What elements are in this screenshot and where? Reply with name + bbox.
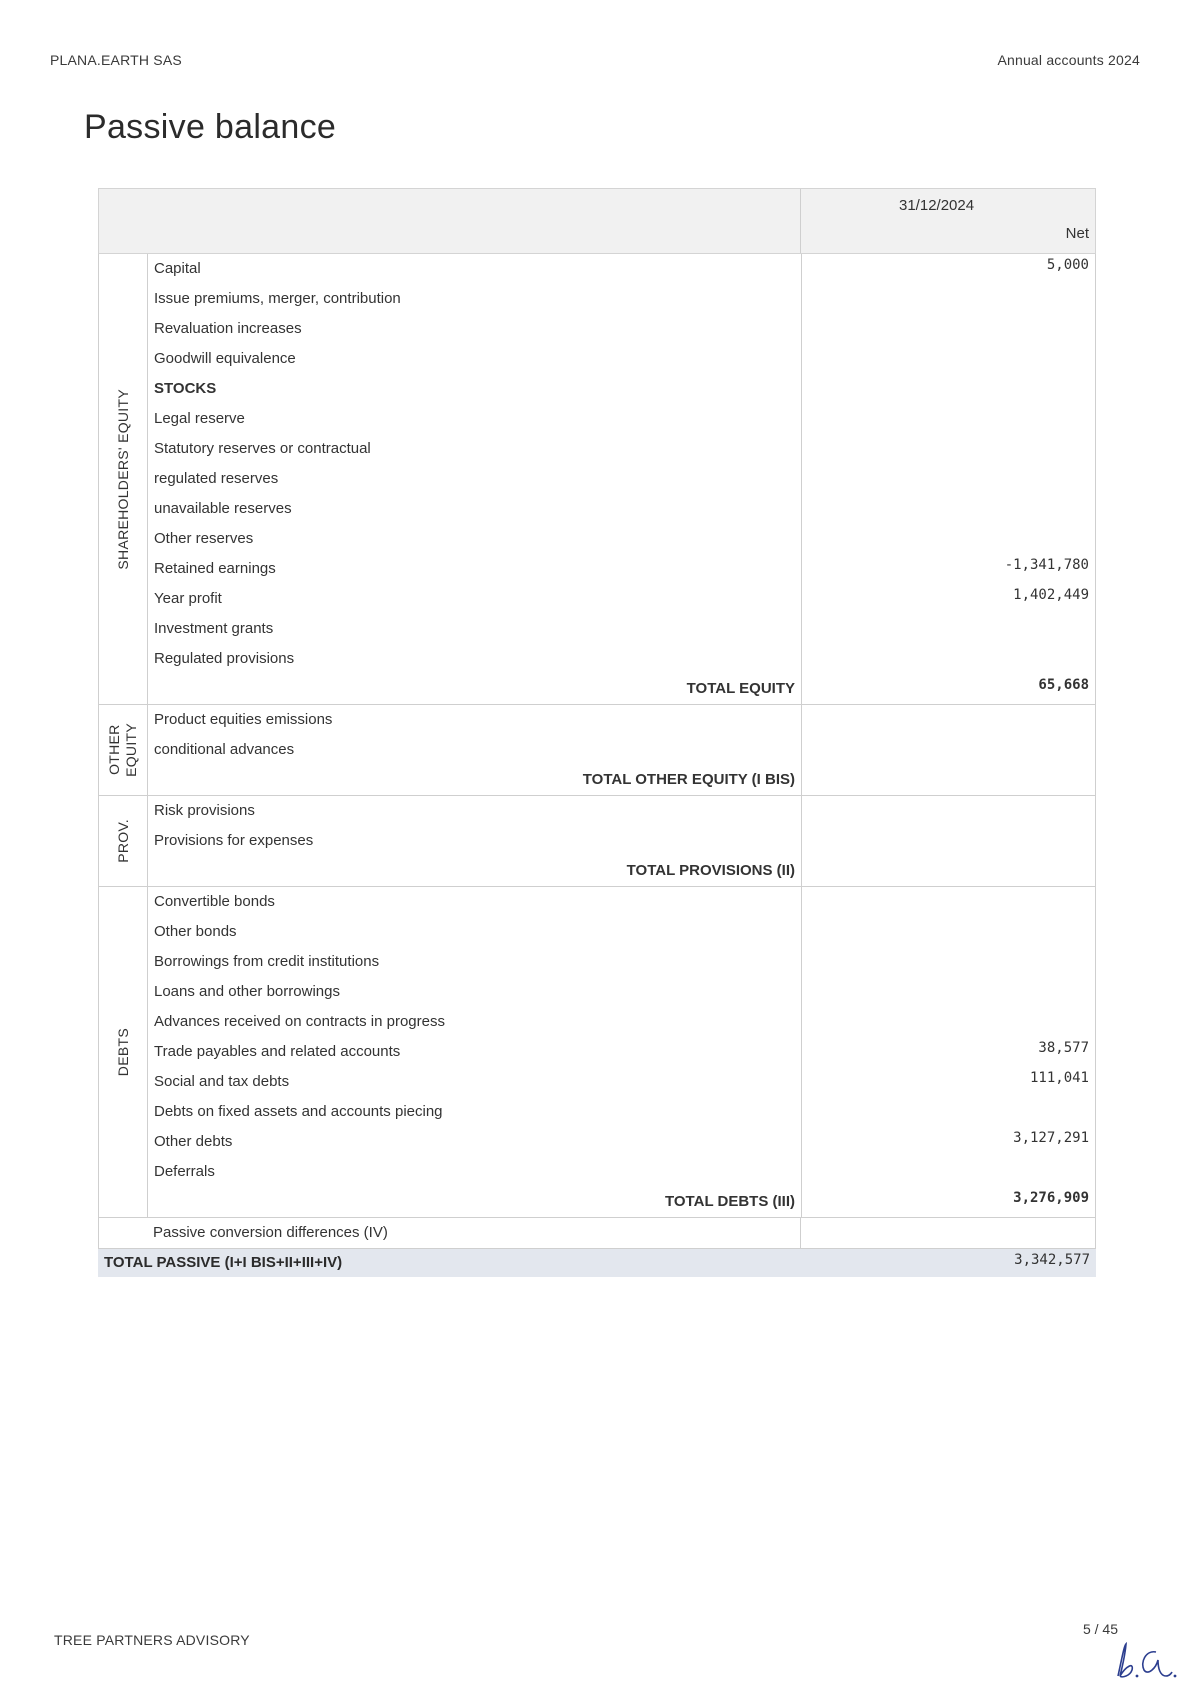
row-label: Investment grants	[148, 614, 802, 644]
table-row	[148, 614, 1096, 644]
row-value	[802, 614, 1096, 644]
table-row	[148, 917, 1096, 947]
table-row	[148, 796, 1096, 826]
row-label: Retained earnings	[148, 554, 802, 584]
table-row	[148, 344, 1096, 374]
row-label: regulated reserves	[148, 464, 802, 494]
row-label: Capital	[148, 254, 802, 284]
row-label: Legal reserve	[148, 404, 802, 434]
table-row	[148, 1007, 1096, 1037]
company-name: PLANA.EARTH SAS	[50, 52, 182, 68]
row-value	[802, 404, 1096, 434]
row-value	[802, 826, 1096, 856]
row-label: Risk provisions	[148, 796, 802, 826]
row-label: Other bonds	[148, 917, 802, 947]
row-value	[802, 1097, 1096, 1127]
table-row	[148, 1037, 1096, 1067]
row-value	[802, 796, 1096, 826]
row-label: Year profit	[148, 584, 802, 614]
table-row	[148, 464, 1096, 494]
row-label: Other debts	[148, 1127, 802, 1157]
row-value	[802, 374, 1096, 404]
row-label: Loans and other borrowings	[148, 977, 802, 1007]
row-value	[802, 1157, 1096, 1187]
row-label: Revaluation increases	[148, 314, 802, 344]
row-label: Borrowings from credit institutions	[148, 947, 802, 977]
row-label: Product equities emissions	[148, 705, 802, 735]
row-value	[801, 1218, 1096, 1248]
grand-total-label: TOTAL PASSIVE (I+I BIS+II+III+IV)	[104, 1254, 343, 1271]
table-row	[148, 554, 1096, 584]
row-label: Debts on fixed assets and accounts piecing	[148, 1097, 802, 1127]
total-row	[148, 674, 1096, 704]
table-row	[148, 826, 1096, 856]
row-label: Social and tax debts	[148, 1067, 802, 1097]
grand-total-value: 3,342,577	[1014, 1252, 1090, 1268]
row-value: 1,402,449	[802, 584, 1096, 614]
total-value: 3,276,909	[802, 1187, 1096, 1217]
section-label-equity: SHAREHOLDERS' EQUITY	[114, 388, 131, 570]
total-row	[148, 765, 1096, 795]
total-row	[148, 856, 1096, 886]
row-value: 38,577	[802, 1037, 1096, 1067]
row-value	[802, 1007, 1096, 1037]
table-row	[148, 314, 1096, 344]
row-label: Other reserves	[148, 524, 802, 554]
row-value	[802, 344, 1096, 374]
table-row	[148, 1127, 1096, 1157]
section-other-equity	[98, 705, 1096, 796]
row-label: Convertible bonds	[148, 887, 802, 917]
table-row	[148, 494, 1096, 524]
row-label: STOCKS	[148, 374, 802, 404]
table-row	[148, 644, 1096, 674]
conversion-row	[98, 1218, 1096, 1249]
row-label: Issue premiums, merger, contribution	[148, 284, 802, 314]
row-value	[802, 284, 1096, 314]
section-label-other-equity: OTHER EQUITY	[106, 723, 139, 777]
grand-total-row	[98, 1249, 1096, 1277]
row-value	[802, 464, 1096, 494]
table-row	[148, 705, 1096, 735]
row-value	[802, 947, 1096, 977]
total-value	[802, 856, 1096, 886]
footer-firm: TREE PARTNERS ADVISORY	[54, 1632, 250, 1648]
total-label: TOTAL OTHER EQUITY (I BIS)	[148, 765, 802, 795]
column-date: 31/12/2024	[899, 197, 975, 214]
row-value	[802, 977, 1096, 1007]
table-row	[148, 947, 1096, 977]
section-shareholders-equity	[98, 254, 1096, 705]
page-number: 5 / 45	[1082, 1621, 1118, 1637]
row-label: Deferrals	[148, 1157, 802, 1187]
row-label: unavailable reserves	[148, 494, 802, 524]
table-row	[148, 887, 1096, 917]
section-label-provisions: PROV.	[114, 819, 131, 863]
row-label: Statutory reserves or contractual	[148, 434, 802, 464]
document-name: Annual accounts 2024	[997, 52, 1140, 68]
total-value	[802, 765, 1096, 795]
table-row	[148, 1097, 1096, 1127]
table-row	[148, 1067, 1096, 1097]
row-value	[802, 735, 1096, 765]
table-row	[148, 404, 1096, 434]
row-label: Regulated provisions	[148, 644, 802, 674]
row-value	[802, 494, 1096, 524]
row-label: Provisions for expenses	[148, 826, 802, 856]
row-value: 3,127,291	[802, 1127, 1096, 1157]
table-row	[148, 977, 1096, 1007]
column-net: Net	[1065, 225, 1089, 242]
row-value	[802, 917, 1096, 947]
table-row	[148, 284, 1096, 314]
table-row	[148, 584, 1096, 614]
section-debts	[98, 887, 1096, 1218]
row-value	[802, 887, 1096, 917]
total-label: TOTAL EQUITY	[148, 674, 802, 704]
row-value: -1,341,780	[802, 554, 1096, 584]
row-value	[802, 434, 1096, 464]
total-label: TOTAL DEBTS (III)	[148, 1187, 802, 1217]
table-row	[148, 1157, 1096, 1187]
row-value: 111,041	[802, 1067, 1096, 1097]
table-row	[148, 735, 1096, 765]
row-value	[802, 314, 1096, 344]
section-provisions	[98, 796, 1096, 887]
handwritten-initials	[1110, 1638, 1180, 1687]
table-row	[148, 374, 1096, 404]
row-value	[802, 644, 1096, 674]
row-label: Trade payables and related accounts	[148, 1037, 802, 1067]
row-value	[802, 524, 1096, 554]
table-row	[148, 434, 1096, 464]
row-label: Advances received on contracts in progress	[148, 1007, 802, 1037]
total-value: 65,668	[802, 674, 1096, 704]
row-label: conditional advances	[148, 735, 802, 765]
passive-balance-table	[98, 188, 1096, 1277]
row-value	[802, 705, 1096, 735]
total-row	[148, 1187, 1096, 1217]
page-title: Passive balance	[84, 108, 337, 146]
total-label: TOTAL PROVISIONS (II)	[148, 856, 802, 886]
table-header	[98, 188, 1096, 254]
row-value: 5,000	[802, 254, 1096, 284]
section-label-debts: DEBTS	[114, 1027, 131, 1077]
row-label: Passive conversion differences (IV)	[99, 1218, 801, 1248]
table-row	[148, 524, 1096, 554]
table-row	[148, 254, 1096, 284]
row-label: Goodwill equivalence	[148, 344, 802, 374]
